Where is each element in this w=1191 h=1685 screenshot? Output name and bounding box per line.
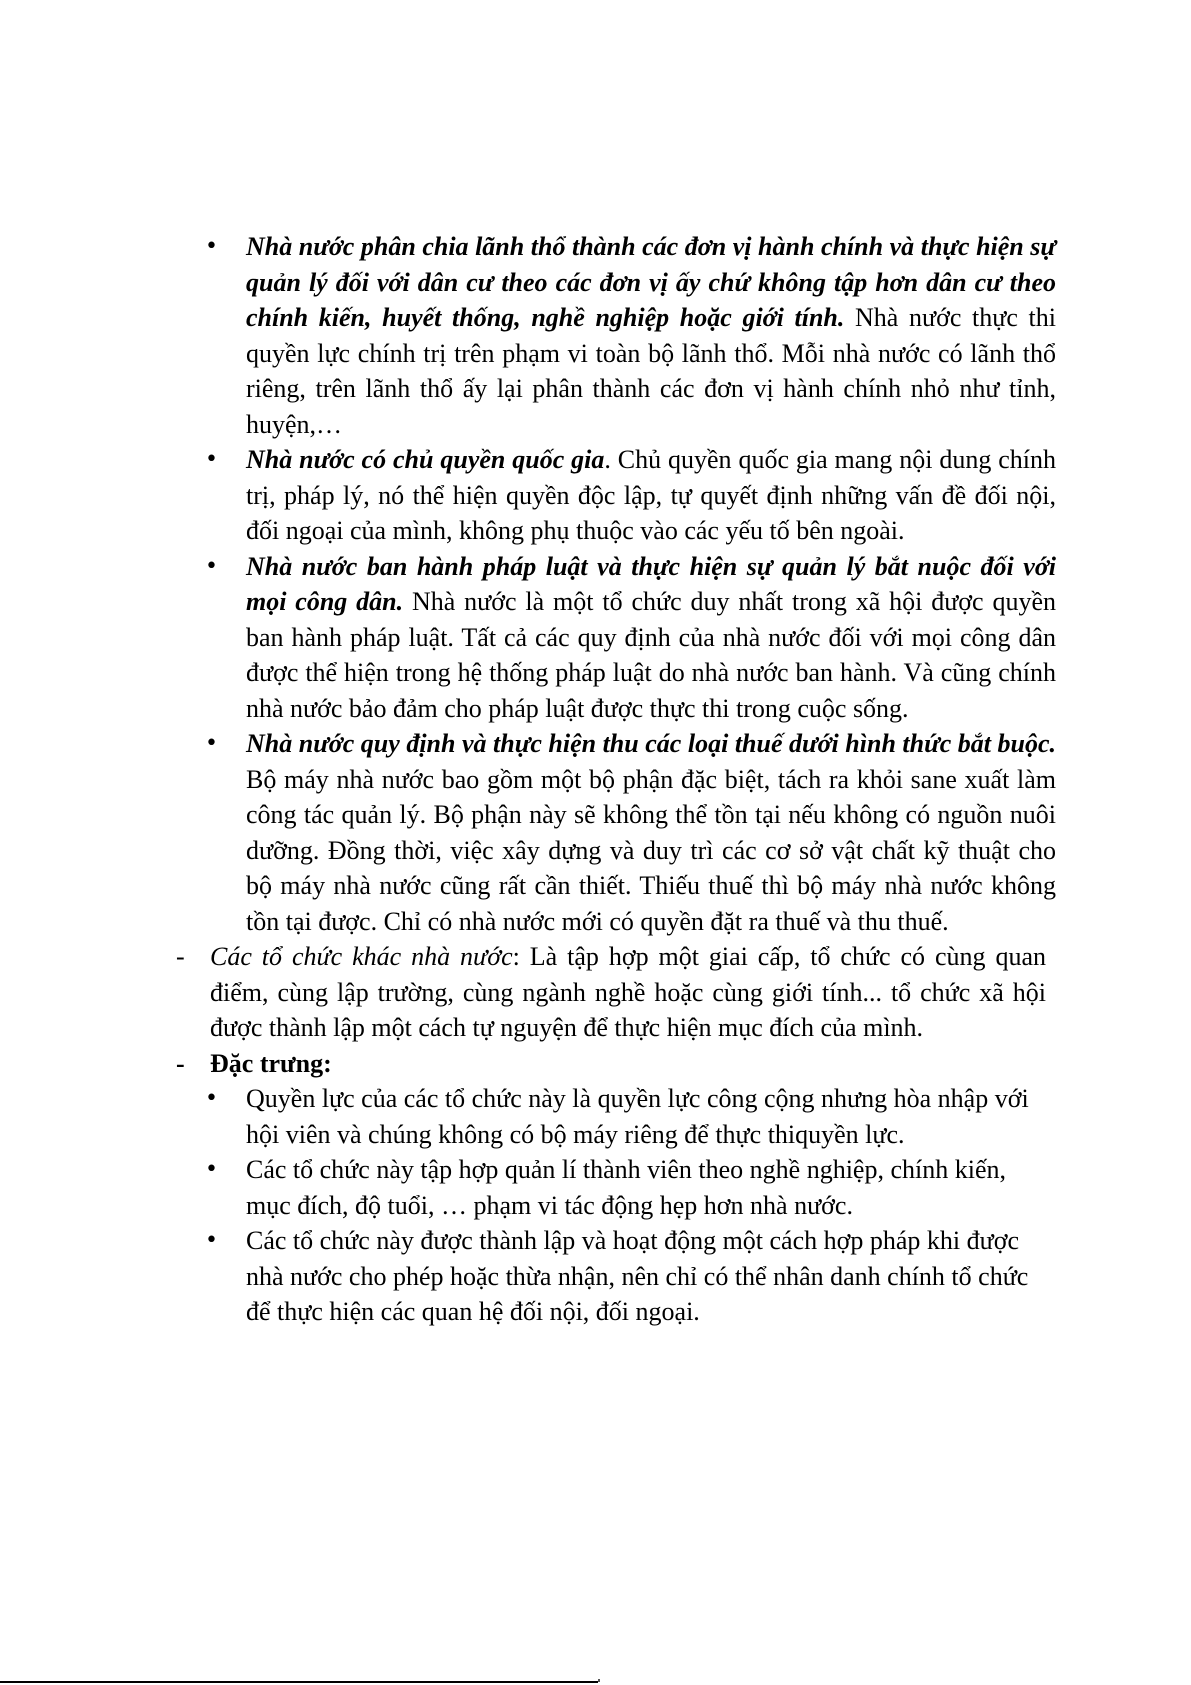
list-item bbox=[0, 726, 1056, 939]
bullet-icon: • bbox=[205, 1157, 218, 1182]
list-item bbox=[0, 1152, 1056, 1223]
features-heading bbox=[0, 1046, 1046, 1082]
footer-divider-end bbox=[598, 1679, 600, 1682]
feature-heading: Nhà nước ban hành pháp luật và thực hiện sự quản lý bắt nuộc đối với mọi công dân. bbox=[246, 551, 1056, 616]
feature-heading: Nhà nước quy định và thực hiện thu các loại thuế dưới hình thức bắt buộc. bbox=[246, 729, 1056, 758]
feature-text: Nhà nước là một tổ chức duy nhất trong xã hội được quyền ban hành pháp luật. Tất cả các quy định của nhà nước đối với mọi công dân được thể hiện trong hệ thống pháp luật do nhà nước ban hành. Và cũng chính nhà nước bảo đảm cho pháp luật được thực thi trong cuộc sống. bbox=[246, 587, 1056, 723]
bullet-icon: • bbox=[205, 553, 218, 579]
list-item bbox=[0, 549, 1056, 727]
list-item bbox=[0, 229, 1056, 442]
nation-features-list bbox=[0, 229, 1191, 1330]
other-organizations-term: Các tổ chức khác nhà nước bbox=[210, 942, 513, 971]
feature-item-text: Các tổ chức này được thành lập và hoạt động một cách hợp pháp khi được nhà nước cho phép hoặc thừa nhận, nên chỉ có thể nhân danh chính tổ chức để thực hiện các quan hệ đối nội, đối ngoại. bbox=[246, 1226, 1029, 1326]
footer-divider bbox=[0, 1681, 598, 1683]
bullet-icon: • bbox=[205, 447, 218, 472]
bullet-icon: • bbox=[205, 1228, 218, 1253]
features-title: Đặc trưng: bbox=[210, 1048, 332, 1078]
feature-item-text: Các tổ chức này tập hợp quản lí thành viên theo nghề nghiệp, chính kiến, mục đích, độ tuổi, … phạm vi tác động hẹp hơn nhà nước. bbox=[246, 1155, 1006, 1220]
feature-text: Bộ máy nhà nước bao gồm một bộ phận đặc biệt, tách ra khỏi sane xuất làm công tác quản lý. Bộ phận này sẽ không thể tồn tại nếu không có nguồn nuôi dưỡng. Đồng thời, việc xây dựng và duy trì các cơ sở vật chất kỹ thuật cho bộ máy nhà nước cũng rất cần thiết. Thiếu thuế thì bộ máy nhà nước không tồn tại được. Chỉ có nhà nước mới có quyền đặt ra thuế và thu thuế. bbox=[246, 764, 1056, 936]
feature-text: Nhà nước thực thi quyền lực chính trị trên phạm vi toàn bộ lãnh thổ. Mỗi nhà nước có lãnh thổ riêng, trên lãnh thổ ấy lại phân thành các đơn vị hành chính nhỏ như tỉnh, huyện,… bbox=[246, 303, 1056, 439]
feature-text: . Chủ quyền quốc gia mang nội dung chính trị, pháp lý, nó thể hiện quyền độc lập, tự quyết định những vấn đề đối nội, đối ngoại của mình, không phụ thuộc vào các yếu tố bên ngoài. bbox=[246, 445, 1056, 545]
feature-item-text: Quyền lực của các tổ chức này là quyền lực công cộng nhưng hòa nhập với hội viên và chúng không có bộ máy riêng để thực thiquyền lực. bbox=[246, 1084, 1029, 1149]
feature-heading: Nhà nước phân chia lãnh thổ thành các đơn vị hành chính và thực hiện sự quản lý đối với dân cư theo các đơn vị ấy chứ không tập hơn dân cư theo chính kiến, huyết thống, nghề nghiệp hoặc giới tính. bbox=[246, 232, 1056, 332]
feature-heading: Nhà nước có chủ quyền quốc gia bbox=[246, 445, 605, 474]
bullet-icon: • bbox=[205, 731, 218, 756]
other-organizations-text: : Là tập hợp một giai cấp, tổ chức có cùng quan điểm, cùng lập trường, cùng ngành nghề hoặc cùng giới tính... tổ chức xã hội được thành lập một cách tự nguyện để thực hiện mục đích của mình. bbox=[210, 942, 1046, 1042]
list-item bbox=[0, 1081, 1056, 1152]
dash-marker: - bbox=[176, 1048, 185, 1078]
bullet-icon: • bbox=[205, 234, 218, 259]
other-organizations-paragraph bbox=[0, 939, 1046, 1046]
list-item bbox=[0, 1223, 1056, 1330]
bullet-icon: • bbox=[205, 1086, 218, 1111]
list-item bbox=[0, 442, 1056, 549]
dash-marker: - bbox=[176, 942, 185, 971]
